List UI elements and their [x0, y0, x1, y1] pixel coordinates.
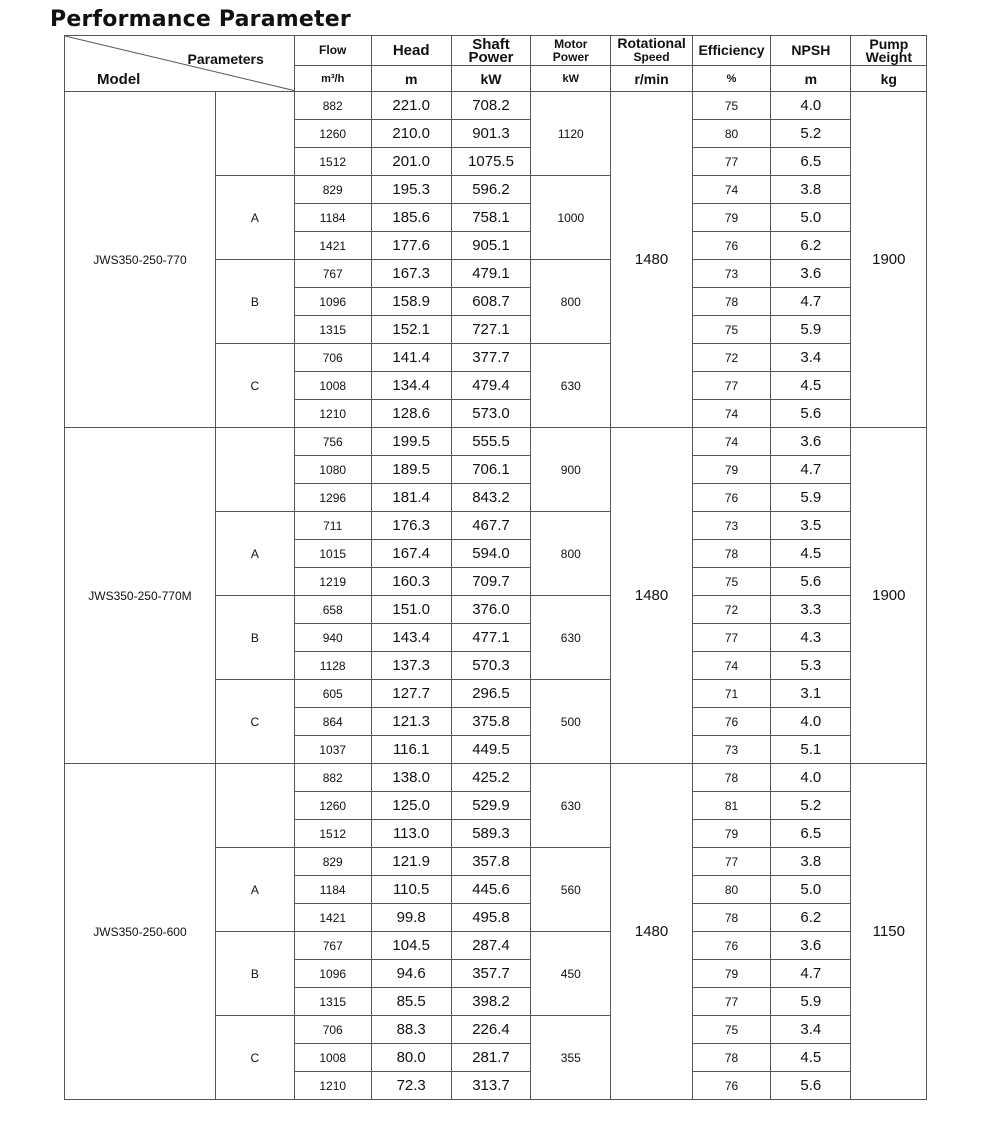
- npsh-value: 3.8: [771, 848, 851, 876]
- efficiency-value: 74: [692, 176, 770, 204]
- efficiency-value: 76: [692, 1072, 770, 1100]
- head-value: 134.4: [371, 372, 451, 400]
- npsh-value: 5.6: [771, 568, 851, 596]
- npsh-value: 3.4: [771, 344, 851, 372]
- parameters-label: Parameters: [187, 51, 264, 67]
- npsh-value: 5.6: [771, 400, 851, 428]
- shaft-power-value: 594.0: [451, 540, 531, 568]
- head-unit: m: [371, 66, 451, 92]
- flow-value: 767: [294, 932, 371, 960]
- head-value: 141.4: [371, 344, 451, 372]
- flow-value: 1080: [294, 456, 371, 484]
- shaft-power-value: 313.7: [451, 1072, 531, 1100]
- flow-value: 1128: [294, 652, 371, 680]
- table-row: [65, 428, 1000, 456]
- shaft-power-value: 570.3: [451, 652, 531, 680]
- efficiency-value: 77: [692, 848, 770, 876]
- head-value: 137.3: [371, 652, 451, 680]
- shaft-power-value: 477.1: [451, 624, 531, 652]
- efficiency-value: 76: [692, 708, 770, 736]
- npsh-value: 6.2: [771, 904, 851, 932]
- motor-power-value: 630: [531, 596, 611, 680]
- pump-weight-value: 1150: [851, 764, 927, 1100]
- rotational-speed-value: 1480: [611, 764, 692, 1100]
- shaft-power-value: 727.1: [451, 316, 531, 344]
- npsh-value: 5.9: [771, 316, 851, 344]
- impeller-variant: [215, 92, 294, 176]
- efficiency-value: 76: [692, 484, 770, 512]
- npsh-value: 4.5: [771, 1044, 851, 1072]
- efficiency-value: 78: [692, 764, 770, 792]
- flow-value: 1260: [294, 792, 371, 820]
- npsh-value: 4.0: [771, 708, 851, 736]
- efficiency-value: 77: [692, 372, 770, 400]
- efficiency-value: 79: [692, 960, 770, 988]
- rotational-speed-header: Rotational Speed: [611, 36, 692, 66]
- shaft-power-header: Shaft Power: [451, 36, 531, 66]
- efficiency-value: 80: [692, 120, 770, 148]
- flow-header: Flow: [294, 36, 371, 66]
- npsh-value: 3.1: [771, 680, 851, 708]
- npsh-value: 5.6: [771, 1072, 851, 1100]
- head-value: 160.3: [371, 568, 451, 596]
- head-value: 99.8: [371, 904, 451, 932]
- shaft-power-value: 709.7: [451, 568, 531, 596]
- head-value: 113.0: [371, 820, 451, 848]
- head-value: 94.6: [371, 960, 451, 988]
- shaft-power-value: 376.0: [451, 596, 531, 624]
- table-row: [65, 92, 1000, 120]
- shaft-power-value: 357.7: [451, 960, 531, 988]
- flow-value: 882: [294, 764, 371, 792]
- npsh-unit: m: [771, 66, 851, 92]
- impeller-variant: [215, 428, 294, 512]
- head-value: 221.0: [371, 92, 451, 120]
- head-value: 127.7: [371, 680, 451, 708]
- impeller-variant: [215, 764, 294, 848]
- npsh-value: 5.2: [771, 120, 851, 148]
- motor-power-value: 450: [531, 932, 611, 1016]
- motor-power-header: Motor Power: [531, 36, 611, 66]
- efficiency-value: 73: [692, 736, 770, 764]
- rotational-speed-value: 1480: [611, 428, 692, 764]
- head-value: 72.3: [371, 1072, 451, 1100]
- head-value: 121.9: [371, 848, 451, 876]
- head-value: 128.6: [371, 400, 451, 428]
- efficiency-value: 78: [692, 1044, 770, 1072]
- npsh-value: 5.3: [771, 652, 851, 680]
- efficiency-value: 75: [692, 92, 770, 120]
- efficiency-value: 75: [692, 316, 770, 344]
- head-value: 125.0: [371, 792, 451, 820]
- efficiency-value: 77: [692, 148, 770, 176]
- npsh-value: 3.4: [771, 1016, 851, 1044]
- flow-value: 1210: [294, 400, 371, 428]
- head-value: 195.3: [371, 176, 451, 204]
- npsh-value: 5.9: [771, 988, 851, 1016]
- flow-value: 1219: [294, 568, 371, 596]
- flow-value: 756: [294, 428, 371, 456]
- efficiency-value: 74: [692, 652, 770, 680]
- npsh-value: 4.0: [771, 92, 851, 120]
- flow-value: 1296: [294, 484, 371, 512]
- head-value: 110.5: [371, 876, 451, 904]
- head-value: 199.5: [371, 428, 451, 456]
- flow-value: 1015: [294, 540, 371, 568]
- flow-value: 829: [294, 848, 371, 876]
- shaft-power-value: 708.2: [451, 92, 531, 120]
- npsh-value: 5.1: [771, 736, 851, 764]
- efficiency-value: 72: [692, 344, 770, 372]
- npsh-value: 6.5: [771, 148, 851, 176]
- npsh-value: 4.7: [771, 960, 851, 988]
- flow-value: 1512: [294, 148, 371, 176]
- shaft-power-value: 296.5: [451, 680, 531, 708]
- pump-weight-value: 1900: [851, 92, 927, 428]
- efficiency-value: 77: [692, 624, 770, 652]
- motor-power-value: 800: [531, 260, 611, 344]
- shaft-power-value: 479.1: [451, 260, 531, 288]
- flow-value: 706: [294, 1016, 371, 1044]
- npsh-value: 5.2: [771, 792, 851, 820]
- head-value: 151.0: [371, 596, 451, 624]
- table-row: [65, 764, 1000, 792]
- npsh-value: 5.0: [771, 876, 851, 904]
- npsh-value: 4.7: [771, 288, 851, 316]
- shaft-power-value: 449.5: [451, 736, 531, 764]
- flow-value: 829: [294, 176, 371, 204]
- npsh-value: 5.9: [771, 484, 851, 512]
- npsh-value: 3.6: [771, 932, 851, 960]
- shaft-power-value: 1075.5: [451, 148, 531, 176]
- shaft-power-value: 398.2: [451, 988, 531, 1016]
- impeller-variant: C: [215, 344, 294, 428]
- efficiency-value: 77: [692, 988, 770, 1016]
- head-value: 176.3: [371, 512, 451, 540]
- model-parameters-header: [65, 36, 295, 92]
- shaft-power-value: 281.7: [451, 1044, 531, 1072]
- npsh-value: 3.6: [771, 260, 851, 288]
- shaft-power-value: 529.9: [451, 792, 531, 820]
- efficiency-value: 79: [692, 204, 770, 232]
- efficiency-unit: %: [692, 66, 770, 92]
- pump-weight-unit: kg: [851, 66, 927, 92]
- shaft-power-value: 843.2: [451, 484, 531, 512]
- shaft-power-value: 901.3: [451, 120, 531, 148]
- head-header: Head: [371, 36, 451, 66]
- shaft-power-value: 596.2: [451, 176, 531, 204]
- model-name: JWS350-250-770: [65, 92, 216, 428]
- head-value: 152.1: [371, 316, 451, 344]
- head-value: 138.0: [371, 764, 451, 792]
- shaft-power-value: 573.0: [451, 400, 531, 428]
- motor-power-value: 500: [531, 680, 611, 764]
- head-value: 201.0: [371, 148, 451, 176]
- shaft-power-value: 758.1: [451, 204, 531, 232]
- efficiency-value: 78: [692, 904, 770, 932]
- efficiency-value: 72: [692, 596, 770, 624]
- efficiency-value: 74: [692, 428, 770, 456]
- flow-value: 1421: [294, 232, 371, 260]
- model-label: Model: [97, 71, 141, 88]
- flow-value: 1512: [294, 820, 371, 848]
- efficiency-value: 71: [692, 680, 770, 708]
- efficiency-value: 79: [692, 820, 770, 848]
- efficiency-value: 75: [692, 568, 770, 596]
- impeller-variant: B: [215, 932, 294, 1016]
- head-value: 181.4: [371, 484, 451, 512]
- shaft-power-value: 425.2: [451, 764, 531, 792]
- npsh-value: 3.6: [771, 428, 851, 456]
- npsh-value: 6.2: [771, 232, 851, 260]
- efficiency-value: 78: [692, 540, 770, 568]
- shaft-power-value: 905.1: [451, 232, 531, 260]
- flow-value: 1315: [294, 316, 371, 344]
- npsh-value: 5.0: [771, 204, 851, 232]
- npsh-value: 3.5: [771, 512, 851, 540]
- efficiency-value: 76: [692, 232, 770, 260]
- flow-value: 605: [294, 680, 371, 708]
- motor-power-value: 560: [531, 848, 611, 932]
- shaft-power-value: 479.4: [451, 372, 531, 400]
- flow-value: 1184: [294, 876, 371, 904]
- flow-value: 711: [294, 512, 371, 540]
- npsh-value: 3.3: [771, 596, 851, 624]
- head-value: 210.0: [371, 120, 451, 148]
- motor-power-value: 800: [531, 512, 611, 596]
- flow-value: 1096: [294, 960, 371, 988]
- pump-weight-header: Pump Weight: [851, 36, 927, 66]
- shaft-power-value: 495.8: [451, 904, 531, 932]
- shaft-power-value: 608.7: [451, 288, 531, 316]
- motor-power-value: 630: [531, 764, 611, 848]
- efficiency-value: 73: [692, 512, 770, 540]
- motor-power-unit: kW: [531, 66, 611, 92]
- shaft-power-value: 445.6: [451, 876, 531, 904]
- npsh-value: 3.8: [771, 176, 851, 204]
- head-value: 143.4: [371, 624, 451, 652]
- rotational-speed-unit: r/min: [611, 66, 692, 92]
- head-value: 167.3: [371, 260, 451, 288]
- head-value: 167.4: [371, 540, 451, 568]
- flow-value: 1210: [294, 1072, 371, 1100]
- npsh-value: 4.3: [771, 624, 851, 652]
- flow-value: 767: [294, 260, 371, 288]
- performance-table: [64, 35, 1000, 1100]
- head-value: 85.5: [371, 988, 451, 1016]
- impeller-variant: B: [215, 260, 294, 344]
- shaft-power-value: 555.5: [451, 428, 531, 456]
- model-name: JWS350-250-770M: [65, 428, 216, 764]
- flow-value: 1008: [294, 372, 371, 400]
- shaft-power-unit: kW: [451, 66, 531, 92]
- head-value: 88.3: [371, 1016, 451, 1044]
- flow-value: 1260: [294, 120, 371, 148]
- impeller-variant: A: [215, 848, 294, 932]
- head-value: 116.1: [371, 736, 451, 764]
- impeller-variant: C: [215, 1016, 294, 1100]
- head-value: 121.3: [371, 708, 451, 736]
- npsh-value: 4.7: [771, 456, 851, 484]
- efficiency-value: 81: [692, 792, 770, 820]
- motor-power-value: 1000: [531, 176, 611, 260]
- flow-value: 1037: [294, 736, 371, 764]
- efficiency-header: Efficiency: [692, 36, 770, 66]
- rotational-speed-value: 1480: [611, 92, 692, 428]
- motor-power-value: 630: [531, 344, 611, 428]
- flow-value: 864: [294, 708, 371, 736]
- efficiency-value: 75: [692, 1016, 770, 1044]
- page-title: Performance Parameter: [50, 7, 351, 32]
- flow-value: 1184: [294, 204, 371, 232]
- impeller-variant: C: [215, 680, 294, 764]
- npsh-header: NPSH: [771, 36, 851, 66]
- npsh-value: 4.0: [771, 764, 851, 792]
- efficiency-value: 78: [692, 288, 770, 316]
- shaft-power-value: 226.4: [451, 1016, 531, 1044]
- impeller-variant: B: [215, 596, 294, 680]
- efficiency-value: 80: [692, 876, 770, 904]
- shaft-power-value: 706.1: [451, 456, 531, 484]
- head-value: 185.6: [371, 204, 451, 232]
- head-value: 80.0: [371, 1044, 451, 1072]
- flow-value: 658: [294, 596, 371, 624]
- flow-value: 1096: [294, 288, 371, 316]
- flow-value: 1421: [294, 904, 371, 932]
- flow-unit: m³/h: [294, 66, 371, 92]
- flow-value: 940: [294, 624, 371, 652]
- flow-value: 882: [294, 92, 371, 120]
- head-value: 158.9: [371, 288, 451, 316]
- shaft-power-value: 375.8: [451, 708, 531, 736]
- shaft-power-value: 589.3: [451, 820, 531, 848]
- flow-value: 706: [294, 344, 371, 372]
- npsh-value: 6.5: [771, 820, 851, 848]
- head-value: 104.5: [371, 932, 451, 960]
- shaft-power-value: 287.4: [451, 932, 531, 960]
- efficiency-value: 74: [692, 400, 770, 428]
- motor-power-value: 900: [531, 428, 611, 512]
- table-body: [65, 92, 1000, 1100]
- efficiency-value: 76: [692, 932, 770, 960]
- flow-value: 1008: [294, 1044, 371, 1072]
- impeller-variant: A: [215, 512, 294, 596]
- shaft-power-value: 467.7: [451, 512, 531, 540]
- npsh-value: 4.5: [771, 540, 851, 568]
- model-name: JWS350-250-600: [65, 764, 216, 1100]
- flow-value: 1315: [294, 988, 371, 1016]
- shaft-power-value: 357.8: [451, 848, 531, 876]
- head-value: 177.6: [371, 232, 451, 260]
- head-value: 189.5: [371, 456, 451, 484]
- npsh-value: 4.5: [771, 372, 851, 400]
- efficiency-value: 79: [692, 456, 770, 484]
- impeller-variant: A: [215, 176, 294, 260]
- shaft-power-value: 377.7: [451, 344, 531, 372]
- motor-power-value: 355: [531, 1016, 611, 1100]
- motor-power-value: 1120: [531, 92, 611, 176]
- efficiency-value: 73: [692, 260, 770, 288]
- pump-weight-value: 1900: [851, 428, 927, 764]
